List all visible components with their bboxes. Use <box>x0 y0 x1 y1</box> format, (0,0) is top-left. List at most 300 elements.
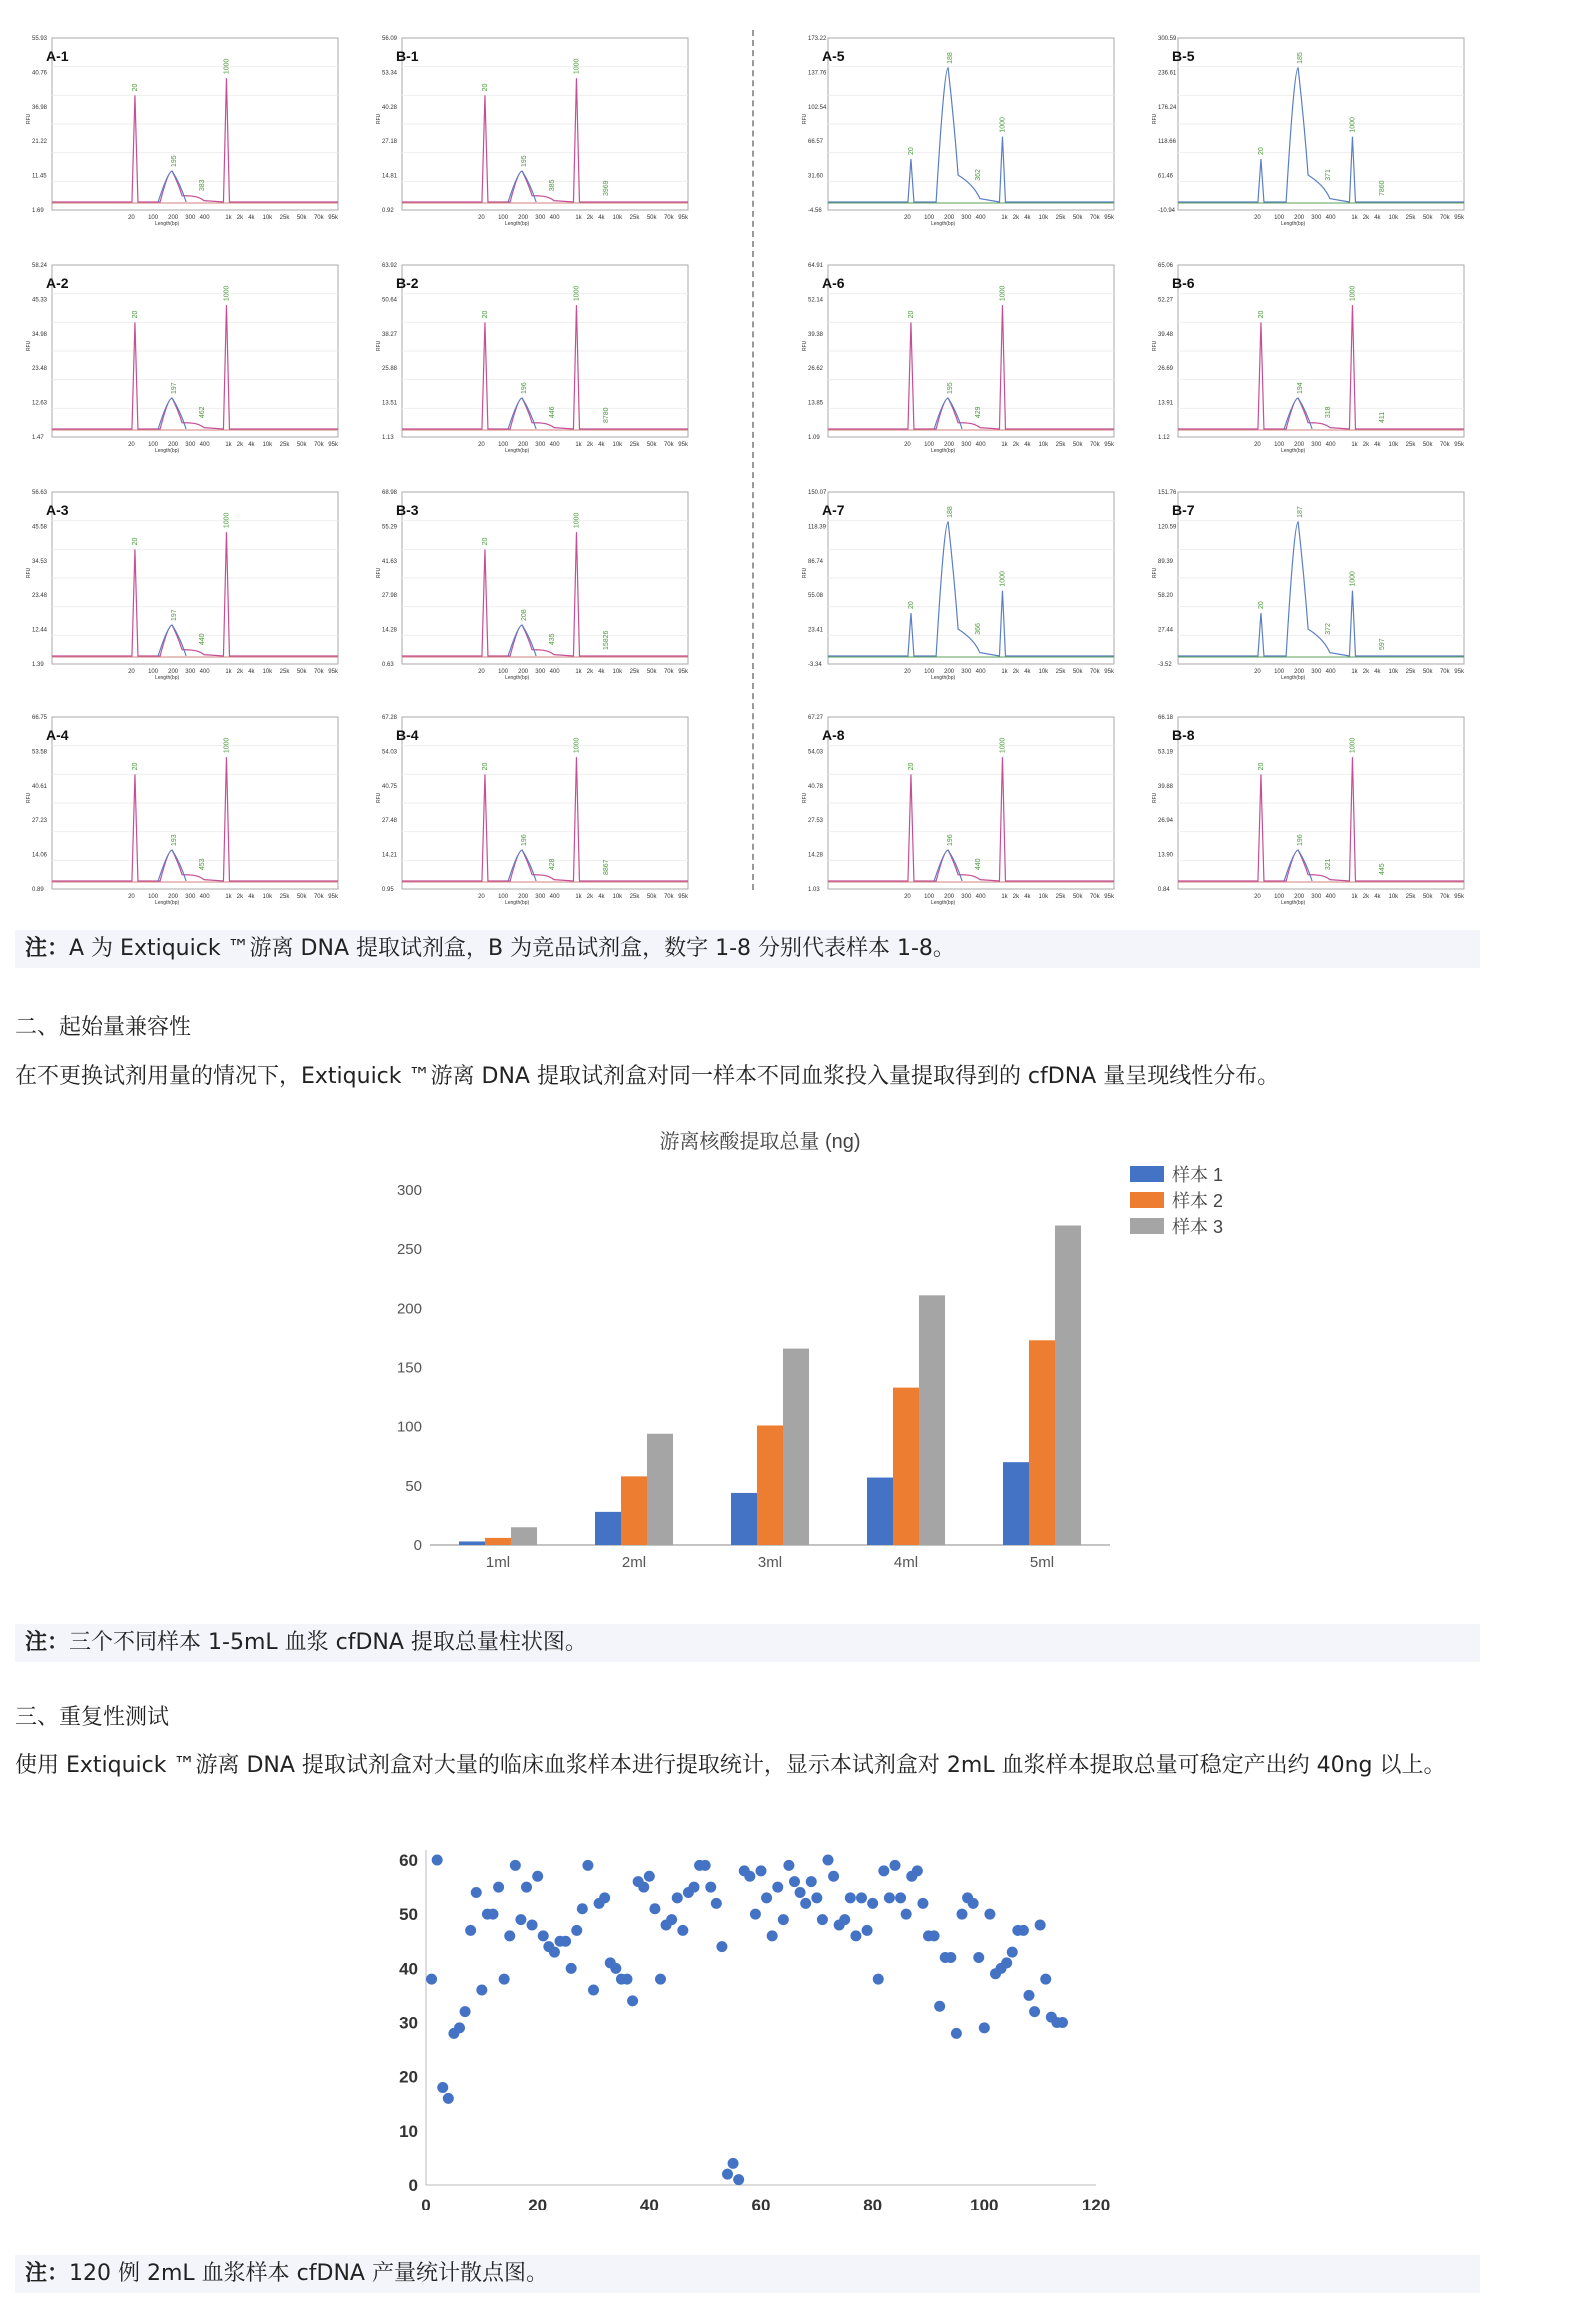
data-point <box>521 1882 532 1893</box>
ladder-low-label: 20 <box>1257 762 1265 771</box>
x-tick-label: 50k <box>646 894 657 900</box>
data-point <box>1001 1957 1012 1968</box>
legend-label: 样本 2 <box>1172 1191 1224 1211</box>
peak2-label: 383 <box>198 179 206 192</box>
data-point <box>934 2001 945 2012</box>
peak1-label: 196 <box>521 834 529 847</box>
ladder-low-label: 20 <box>1257 310 1265 319</box>
y-tick-label: 236.61 <box>1158 70 1177 77</box>
peak1-label: 196 <box>1297 834 1305 847</box>
x-tick-label: 1k <box>225 442 232 448</box>
data-point <box>627 1995 638 2006</box>
data-point <box>761 1892 772 1903</box>
y-tick-label: 65.06 <box>1158 263 1174 269</box>
x-tick-label: 3ml <box>757 1554 783 1571</box>
ladder-low-label: 20 <box>131 83 139 92</box>
data-point <box>951 2028 962 2039</box>
x-tick-label: 100 <box>148 215 159 221</box>
x-tick-label: 70k <box>663 442 674 448</box>
y-axis-label: RFU <box>26 567 32 578</box>
data-point <box>465 1925 476 1936</box>
x-tick-label: 4k <box>248 215 255 221</box>
y-tick-label: 52.27 <box>1158 297 1174 304</box>
x-tick-label: 70k <box>663 669 674 675</box>
x-tick-label: 25k <box>279 669 290 675</box>
x-tick-label: 10k <box>1388 669 1399 675</box>
x-tick-label: 25k <box>1405 215 1416 221</box>
x-tick-label: 50k <box>646 669 657 675</box>
x-tick-label: 2k <box>586 894 594 900</box>
x-tick-label: 50k <box>1072 669 1083 675</box>
data-point <box>711 1898 722 1909</box>
panel-label: B-3 <box>396 502 419 518</box>
y-tick-label: 38.27 <box>382 331 398 338</box>
x-tick-label: 20 <box>478 442 485 448</box>
data-point <box>750 1909 761 1920</box>
data-point <box>510 1860 521 1871</box>
y-tick-label: 1.47 <box>32 435 44 441</box>
legend-label: 样本 1 <box>1172 1165 1224 1185</box>
y-tick-label: 176.24 <box>1158 104 1177 111</box>
y-tick-label: 300.59 <box>1158 36 1177 42</box>
data-point <box>878 1865 889 1876</box>
y-tick-label: 36.98 <box>32 104 48 111</box>
x-tick-label: 10k <box>612 669 623 675</box>
note-scatter-chart <box>15 2255 1480 2293</box>
x-tick-label: 4k <box>1374 894 1381 900</box>
x-tick-label: 25k <box>629 215 640 221</box>
data-point <box>432 1855 443 1866</box>
x-tick-label: 400 <box>549 894 560 900</box>
x-tick-label: 95k <box>678 215 688 221</box>
peak3-label: 8780 <box>602 407 610 423</box>
y-tick-label: -10.94 <box>1158 208 1176 214</box>
y-tick-label: 27.18 <box>382 139 398 146</box>
x-tick-label: 95k <box>678 442 688 448</box>
chart-title: 游离核酸提取总量 (ng) <box>659 1131 861 1153</box>
x-tick-label: 2k <box>586 669 594 675</box>
x-tick-label: 400 <box>1325 669 1336 675</box>
y-tick-label: 118.39 <box>808 524 826 531</box>
data-point <box>811 1892 822 1903</box>
data-point <box>1029 2006 1040 2017</box>
note-electropherogram <box>15 930 1480 968</box>
x-tick-label: 400 <box>549 669 560 675</box>
panel-label: A-7 <box>822 502 845 518</box>
y-tick-label: 1.12 <box>1158 435 1170 441</box>
x-tick-label: 300 <box>185 215 196 221</box>
y-axis-label: RFU <box>1152 340 1158 351</box>
data-point <box>839 1914 850 1925</box>
peak1-label: 195 <box>947 382 955 395</box>
panel-label: A-6 <box>822 275 845 291</box>
scatter-chart <box>390 1840 1150 2210</box>
y-tick-label: 1.09 <box>808 435 820 441</box>
data-point <box>622 1974 633 1985</box>
data-point <box>1024 1990 1035 2001</box>
x-tick-label: 2ml <box>621 1554 647 1571</box>
bar <box>1003 1462 1029 1545</box>
x-tick-label: 100 <box>498 215 509 221</box>
x-axis-label: Length(bp) <box>930 675 956 681</box>
electropherogram-panel <box>350 482 688 681</box>
x-tick-label: 300 <box>1311 442 1322 448</box>
y-tick-label: 55.08 <box>808 593 824 600</box>
data-point <box>890 1860 901 1871</box>
x-axis-label: Length(bp) <box>1280 221 1306 227</box>
x-tick-label: 95k <box>1104 669 1114 675</box>
electropherogram-panel <box>776 28 1114 227</box>
section3-heading: 三、重复性测试 <box>15 1705 170 1730</box>
x-axis-label: Length(bp) <box>154 900 180 906</box>
y-tick-label: 137.76 <box>808 70 827 77</box>
x-tick-label: 20 <box>1254 215 1261 221</box>
x-tick-label: 1k <box>575 442 582 448</box>
panel-label: B-6 <box>1172 275 1195 291</box>
x-tick-label: 300 <box>1311 215 1322 221</box>
y-tick-label: 45.33 <box>32 297 48 304</box>
peak3-label: 445 <box>1378 863 1386 875</box>
x-tick-label: 95k <box>1454 442 1464 448</box>
peak2-label: 440 <box>974 858 982 871</box>
data-point <box>538 1930 549 1941</box>
x-tick-label: 70k <box>1089 894 1100 900</box>
x-tick-label: 4k <box>598 894 605 900</box>
x-tick-label: 300 <box>1311 894 1322 900</box>
x-tick-label: 70k <box>1439 215 1450 221</box>
data-point <box>638 1882 649 1893</box>
x-tick-label: 2k <box>1362 669 1370 675</box>
y-tick-label: 0 <box>408 2176 418 2195</box>
y-axis-label: RFU <box>802 792 808 803</box>
data-point <box>772 1882 783 1893</box>
x-axis-label: Length(bp) <box>154 448 180 454</box>
y-tick-label: 39.48 <box>1158 331 1174 338</box>
ladder-high-label: 1000 <box>999 571 1007 587</box>
data-point <box>644 1871 655 1882</box>
x-tick-label: 4k <box>248 442 255 448</box>
y-tick-label: 23.48 <box>32 593 48 600</box>
data-point <box>957 1909 968 1920</box>
x-tick-label: 1k <box>225 215 232 221</box>
x-tick-label: 100 <box>970 2196 999 2210</box>
y-axis-label: RFU <box>26 792 32 803</box>
x-tick-label: 200 <box>518 442 529 448</box>
data-point <box>582 1860 593 1871</box>
x-tick-label: 400 <box>975 894 986 900</box>
peak2-label: 440 <box>198 633 206 646</box>
x-tick-label: 300 <box>535 215 546 221</box>
x-tick-label: 95k <box>1454 215 1464 221</box>
x-tick-label: 25k <box>1405 669 1416 675</box>
ladder-high-label: 1000 <box>1349 285 1357 302</box>
section2-paragraph: 在不更换试剂用量的情况下，Extiquick ™游离 DNA 提取试剂盒对同一样本不同血浆投入量提取得到的 cfDNA 量呈现线性分布。 <box>15 1064 1280 1089</box>
y-tick-label: 150.07 <box>808 490 827 496</box>
x-tick-label: 50k <box>1072 442 1083 448</box>
data-point <box>984 1909 995 1920</box>
x-tick-label: 95k <box>1104 215 1114 221</box>
ladder-high-label: 1000 <box>1349 117 1357 133</box>
peak1-label: 188 <box>947 506 955 518</box>
electropherogram-panel <box>776 255 1114 454</box>
x-axis-label: Length(bp) <box>154 675 180 681</box>
x-tick-label: 60 <box>751 2196 771 2210</box>
x-tick-label: 50k <box>1422 669 1433 675</box>
x-tick-label: 50k <box>296 894 307 900</box>
x-tick-label: 100 <box>924 442 935 448</box>
x-tick-label: 20 <box>128 215 135 221</box>
peak1-label: 197 <box>171 609 179 622</box>
x-tick-label: 2k <box>1362 442 1370 448</box>
peak2-label: 366 <box>974 623 982 635</box>
y-tick-label: 14.21 <box>382 852 398 859</box>
data-point <box>705 1882 716 1893</box>
note-text: A 为 Extiquick ™游离 DNA 提取试剂盒，B 为竞品试剂盒，数字 1-8 分别代表样本 1-8。 <box>69 936 955 961</box>
peak2-label: 446 <box>548 406 556 419</box>
data-point <box>655 1974 666 1985</box>
x-tick-label: 10k <box>262 215 273 221</box>
peak1-label: 193 <box>171 834 179 847</box>
x-tick-label: 2k <box>236 669 244 675</box>
peak2-label: 362 <box>974 169 982 181</box>
bar <box>731 1493 757 1545</box>
electropherogram-panel <box>0 707 338 906</box>
y-tick-label: 13.90 <box>1158 852 1174 859</box>
y-axis-label: RFU <box>1152 792 1158 803</box>
y-tick-label: 34.53 <box>32 558 48 565</box>
peak1-label: 188 <box>947 52 955 64</box>
x-tick-label: 25k <box>629 894 640 900</box>
ladder-high-label: 1000 <box>999 737 1007 754</box>
x-tick-label: 400 <box>1325 442 1336 448</box>
y-tick-label: 66.57 <box>808 139 824 146</box>
peak1-label: 195 <box>171 155 179 168</box>
panel-label: B-2 <box>396 275 419 291</box>
data-point <box>599 1892 610 1903</box>
x-tick-label: 200 <box>1294 215 1305 221</box>
y-tick-label: 63.92 <box>382 263 398 269</box>
x-tick-label: 2k <box>1012 442 1020 448</box>
ladder-high-label: 1000 <box>573 737 581 754</box>
electropherogram-panel <box>350 28 688 227</box>
peak1-label: 195 <box>521 155 529 168</box>
y-tick-label: 67.27 <box>808 715 824 721</box>
x-tick-label: 10k <box>262 442 273 448</box>
ladder-low-label: 20 <box>131 537 139 546</box>
panel-label: B-1 <box>396 48 419 64</box>
y-tick-label: 14.28 <box>808 852 824 859</box>
bar <box>893 1388 919 1545</box>
y-tick-label: 100 <box>396 1418 422 1436</box>
ladder-high-label: 1000 <box>1349 737 1357 754</box>
peak2-label: 318 <box>1324 406 1332 419</box>
ladder-high-label: 1000 <box>223 737 231 754</box>
y-tick-label: 13.91 <box>1158 400 1174 407</box>
data-point <box>666 1914 677 1925</box>
x-tick-label: 10k <box>1388 215 1399 221</box>
bar <box>919 1295 945 1545</box>
y-tick-label: 20 <box>399 2067 418 2087</box>
peak2-label: 435 <box>548 633 556 646</box>
x-tick-label: 4k <box>1024 215 1031 221</box>
x-tick-label: 4k <box>1374 669 1381 675</box>
legend-swatch <box>1130 1166 1164 1182</box>
ladder-low-label: 20 <box>131 762 139 771</box>
bar <box>459 1541 485 1545</box>
x-axis-label: Length(bp) <box>504 900 530 906</box>
x-tick-label: 25k <box>279 894 290 900</box>
x-tick-label: 20 <box>128 894 135 900</box>
x-tick-label: 95k <box>328 215 338 221</box>
y-tick-label: 64.91 <box>808 263 824 269</box>
x-tick-label: 200 <box>1294 442 1305 448</box>
ladder-high-label: 1000 <box>999 117 1007 133</box>
x-tick-label: 50k <box>1422 894 1433 900</box>
peak3-label: 8867 <box>602 859 610 875</box>
x-tick-label: 20 <box>904 669 911 675</box>
x-tick-label: 400 <box>199 894 210 900</box>
x-tick-label: 100 <box>1274 894 1285 900</box>
x-tick-label: 50k <box>1422 215 1433 221</box>
x-tick-label: 50k <box>296 669 307 675</box>
y-tick-label: 11.45 <box>32 173 47 180</box>
x-tick-label: 400 <box>975 669 986 675</box>
x-tick-label: 400 <box>1325 894 1336 900</box>
x-tick-label: 95k <box>1104 894 1114 900</box>
x-tick-label: 10k <box>1038 442 1049 448</box>
x-axis-label: Length(bp) <box>930 448 956 454</box>
x-tick-label: 400 <box>549 442 560 448</box>
x-tick-label: 100 <box>1274 442 1285 448</box>
x-tick-label: 50k <box>646 215 657 221</box>
x-tick-label: 70k <box>663 894 674 900</box>
note-prefix: 注： <box>25 2261 70 2286</box>
x-tick-label: 70k <box>1089 215 1100 221</box>
x-tick-label: 300 <box>185 442 196 448</box>
y-tick-label: 40.61 <box>32 783 48 790</box>
data-point <box>488 1909 499 1920</box>
x-tick-label: 100 <box>498 442 509 448</box>
x-tick-label: 1k <box>1351 894 1358 900</box>
x-tick-label: 100 <box>924 215 935 221</box>
electropherogram-panel <box>776 707 1114 906</box>
ladder-low-label: 20 <box>907 601 915 609</box>
x-tick-label: 2k <box>1362 894 1370 900</box>
data-point <box>901 1909 912 1920</box>
data-point <box>689 1882 700 1893</box>
ladder-low-label: 20 <box>1257 147 1265 155</box>
y-axis-label: RFU <box>26 340 32 351</box>
x-tick-label: 4k <box>598 442 605 448</box>
x-axis-label: Length(bp) <box>1280 448 1306 454</box>
y-tick-label: 0 <box>413 1537 422 1554</box>
electropherogram-panel <box>776 482 1114 681</box>
peak3-label: 3969 <box>602 180 610 196</box>
panel-label: A-3 <box>46 502 69 518</box>
y-tick-label: 55.29 <box>382 524 398 531</box>
y-tick-label: 120.59 <box>1158 524 1177 531</box>
panel-label: A-4 <box>46 727 69 743</box>
x-tick-label: 4k <box>1374 442 1381 448</box>
x-tick-label: 200 <box>944 669 955 675</box>
peak2-label: 429 <box>974 406 982 419</box>
x-tick-label: 10k <box>612 894 623 900</box>
x-tick-label: 2k <box>586 215 594 221</box>
x-tick-label: 50k <box>296 442 307 448</box>
panel-label: B-4 <box>396 727 419 743</box>
y-tick-label: 53.34 <box>382 70 398 77</box>
x-tick-label: 50k <box>296 215 307 221</box>
x-tick-label: 70k <box>313 442 324 448</box>
x-tick-label: 70k <box>1439 669 1450 675</box>
y-tick-label: 118.66 <box>1158 139 1176 146</box>
bar-chart <box>380 1110 1260 1580</box>
data-point <box>1035 1920 1046 1931</box>
y-tick-label: 56.63 <box>32 490 48 496</box>
x-tick-label: 25k <box>279 215 290 221</box>
y-tick-label: 1.39 <box>32 662 44 668</box>
y-tick-label: 86.74 <box>808 558 824 565</box>
y-tick-label: 1.03 <box>808 887 820 893</box>
x-tick-label: 95k <box>328 669 338 675</box>
section3-paragraph: 使用 Extiquick ™游离 DNA 提取试剂盒对大量的临床血浆样本进行提取统计，显示本试剂盒对 2mL 血浆样本提取总量可稳定产出约 40ng 以上。 <box>15 1753 1446 1778</box>
y-tick-label: 12.44 <box>32 627 48 634</box>
data-point <box>968 1898 979 1909</box>
data-point <box>912 1865 923 1876</box>
x-axis-label: Length(bp) <box>930 900 956 906</box>
data-point <box>806 1876 817 1887</box>
y-tick-label: 173.22 <box>808 36 827 42</box>
x-tick-label: 400 <box>975 442 986 448</box>
section2-heading: 二、起始量兼容性 <box>15 1015 192 1040</box>
x-tick-label: 300 <box>961 442 972 448</box>
ladder-high-label: 1000 <box>573 512 581 529</box>
x-tick-label: 4ml <box>893 1554 919 1571</box>
peak1-label: 196 <box>521 382 529 395</box>
ladder-high-label: 1000 <box>223 58 231 75</box>
data-point <box>728 2158 739 2169</box>
x-tick-label: 20 <box>904 215 911 221</box>
x-tick-label: 10k <box>262 894 273 900</box>
x-tick-label: 100 <box>1274 215 1285 221</box>
note-bar-chart <box>15 1624 1480 1662</box>
x-tick-label: 70k <box>1439 894 1450 900</box>
bar <box>757 1425 783 1545</box>
x-tick-label: 40 <box>639 2196 659 2210</box>
x-tick-label: 4k <box>248 894 255 900</box>
data-point <box>454 2022 465 2033</box>
y-tick-label: 26.62 <box>808 366 824 373</box>
x-tick-label: 10k <box>1038 894 1049 900</box>
data-point <box>795 1887 806 1898</box>
peak1-label: 185 <box>1297 52 1305 64</box>
bar <box>511 1527 537 1545</box>
electropherogram-panel <box>1126 707 1464 906</box>
x-tick-label: 100 <box>148 669 159 675</box>
y-tick-label: 27.48 <box>382 818 398 825</box>
x-tick-label: 20 <box>528 2196 548 2210</box>
bar <box>867 1478 893 1545</box>
electropherogram-panel <box>1126 482 1464 681</box>
x-tick-label: 1k <box>575 669 582 675</box>
data-point <box>722 2169 733 2180</box>
y-tick-label: 40.78 <box>808 783 824 790</box>
data-point <box>828 1871 839 1882</box>
electropherogram-panel <box>1126 28 1464 227</box>
x-tick-label: 1k <box>1001 442 1008 448</box>
x-tick-label: 20 <box>1254 894 1261 900</box>
x-tick-label: 25k <box>279 442 290 448</box>
